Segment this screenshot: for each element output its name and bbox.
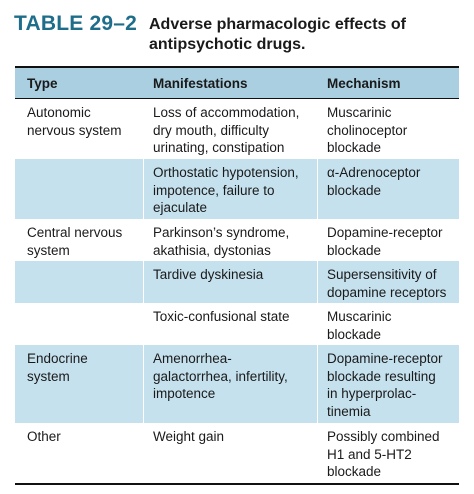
cell-type: [15, 261, 143, 303]
cell-line: blockade: [327, 140, 382, 155]
table-row: [15, 219, 459, 261]
cell-line: Muscarinic: [327, 105, 392, 120]
cell-manifestations: [143, 261, 317, 303]
cell-manifestations: [143, 159, 317, 219]
cell-mechanism: [317, 303, 459, 345]
cell-line: Weight gain: [153, 429, 225, 444]
cell-line: system: [27, 368, 70, 384]
table-row: [15, 261, 459, 303]
cell-line: impotence, failure to: [153, 182, 275, 198]
cell-line: impotence: [153, 386, 216, 401]
cell-type: [15, 303, 143, 345]
cell-line: blockade resulting: [327, 368, 436, 384]
table-title: [0, 0, 474, 64]
cell-mechanism: [317, 423, 459, 483]
cell-line: Parkinson’s syndrome,: [153, 225, 290, 240]
cell-line: Orthostatic hypotension,: [153, 165, 299, 180]
table-row: [15, 159, 459, 219]
cell-line: blockade: [327, 464, 382, 479]
cell-line: dopamine receptors: [327, 284, 447, 300]
cell-line: Tardive dyskinesia: [153, 267, 264, 282]
cell-line: Loss of accommodation,: [153, 105, 300, 120]
cell-line: Autonomic: [27, 105, 91, 120]
cell-line: blockade: [327, 182, 382, 198]
cell-manifestations: [143, 423, 317, 483]
cell-line: in hyperprolac-: [327, 386, 417, 401]
cell-type: [15, 345, 143, 423]
cell-line: Other: [27, 429, 61, 444]
cell-mechanism: [317, 99, 459, 159]
cell-manifestations: [143, 303, 317, 345]
table-row: [15, 303, 459, 345]
header-manifestations: Manifestations: [153, 76, 248, 91]
cell-manifestations: [143, 219, 317, 261]
table-row: [15, 423, 459, 485]
cell-line: Endocrine: [27, 351, 88, 366]
cell-line: urinating, constipation: [153, 140, 285, 155]
cell-type: [15, 159, 143, 219]
cell-line: α-Adrenoceptor: [327, 165, 421, 180]
table-row: [15, 99, 459, 159]
table-header: [15, 66, 459, 99]
table-number: TABLE 29–2: [14, 12, 137, 35]
cell-line: nervous system: [27, 122, 122, 138]
cell-line: Toxic-confusional state: [153, 309, 290, 324]
cell-line: cholinoceptor: [327, 122, 408, 138]
cell-line: Possibly combined: [327, 429, 440, 444]
cell-type: [15, 99, 143, 159]
cell-line: galactorrhea, infertility,: [153, 368, 288, 384]
cell-line: Central nervous: [27, 225, 123, 240]
header-mechanism: Mechanism: [327, 76, 401, 91]
cell-line: H1 and 5-HT2: [327, 446, 412, 462]
cell-line: Amenorrhea-: [153, 351, 232, 366]
cell-manifestations: [143, 345, 317, 423]
caption-line-2: antipsychotic drugs.: [149, 36, 306, 53]
cell-line: blockade: [327, 242, 382, 258]
adverse-effects-table: [15, 66, 459, 485]
cell-mechanism: [317, 219, 459, 261]
cell-type: [15, 219, 143, 261]
cell-type: [15, 423, 143, 483]
cell-line: ejaculate: [153, 200, 208, 215]
cell-line: dry mouth, difficulty: [153, 122, 270, 138]
cell-line: blockade: [327, 326, 382, 342]
cell-mechanism: [317, 159, 459, 219]
cell-line: tinemia: [327, 403, 371, 419]
cell-line: Supersensitivity of: [327, 267, 437, 282]
cell-line: akathisia, dystonias: [153, 242, 271, 258]
caption-line-1: Adverse pharmacologic effects of: [149, 16, 406, 33]
cell-mechanism: [317, 345, 459, 423]
table-caption: [149, 15, 459, 55]
cell-mechanism: [317, 261, 459, 303]
cell-line: Muscarinic: [327, 309, 392, 324]
cell-manifestations: [143, 99, 317, 159]
table-row: [15, 345, 459, 423]
cell-line: Dopamine-receptor: [327, 225, 443, 240]
cell-line: system: [27, 242, 70, 258]
header-type: Type: [27, 76, 58, 91]
cell-line: Dopamine-receptor: [327, 351, 443, 366]
